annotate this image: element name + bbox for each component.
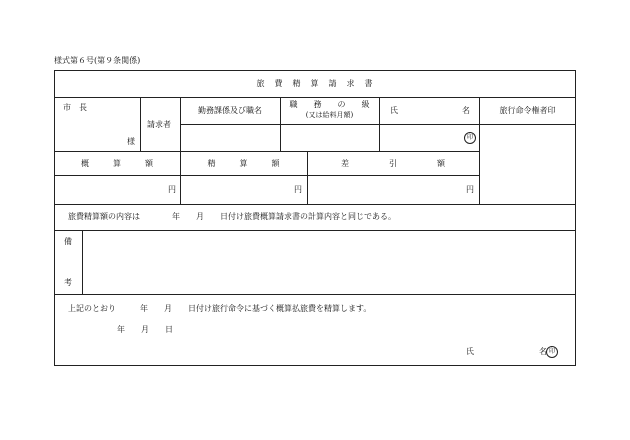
mayor-divider [140, 97, 141, 151]
footer-seal-mark: 印 [546, 346, 558, 358]
border-bottom [54, 365, 576, 366]
seal-mark: 印 [464, 132, 476, 144]
footer-name-field[interactable] [478, 342, 536, 358]
header-bottom-line [54, 151, 480, 152]
dept-title-label: 勤務課係及び職名 [198, 106, 262, 115]
form-title: 旅 費 精 算 請 求 書 [256, 79, 374, 88]
sama-label: 様 [127, 137, 135, 146]
statement-text: 旅費精算額の内容は 年 月 日付け旅費概算請求書の計算内容と同じである。 [68, 212, 396, 221]
border-top [54, 70, 576, 71]
settled-yen: 円 [294, 185, 302, 194]
settled-field[interactable] [181, 176, 291, 204]
authority-seal-label: 旅行命令権者印 [499, 106, 556, 115]
name-field[interactable] [380, 125, 460, 151]
claimant-label: 請求者 [147, 120, 171, 129]
dept-title-field[interactable] [181, 125, 280, 151]
grade-label: 職 務 の 級 [289, 100, 370, 109]
mayor-label: 市 長 [63, 103, 87, 112]
form-number: 様式第６号(第９条関係) [54, 56, 141, 65]
footer-name-label: 氏 [466, 347, 474, 356]
remarks-label-bottom: 考 [64, 278, 72, 287]
grade-note: (又は給料月額) [305, 111, 354, 119]
difference-field[interactable] [308, 176, 463, 204]
footer-name-suffix: 名 [539, 347, 547, 356]
footer-text: 上記のとおり 年 月 日付け旅行命令に基づく概算払旅費を精算します。 [68, 304, 372, 313]
remarks-field[interactable] [83, 231, 575, 294]
settled-label: 精 算 額 [207, 159, 280, 168]
footer-date: 年 月 日 [117, 325, 173, 334]
name-label: 氏 [390, 106, 398, 115]
difference-label: 差 引 額 [341, 159, 445, 168]
estimate-field[interactable] [55, 176, 165, 204]
difference-yen: 円 [466, 185, 474, 194]
remarks-bottom-line [54, 294, 576, 295]
amount-bottom-line [54, 204, 576, 205]
name-suffix-label: 名 [462, 106, 470, 115]
grade-field[interactable] [281, 125, 379, 151]
remarks-label-top: 備 [64, 237, 72, 246]
border-left [54, 70, 55, 366]
estimate-label: 概 算 額 [81, 159, 153, 168]
estimate-yen: 円 [168, 185, 176, 194]
title-divider [54, 97, 576, 98]
